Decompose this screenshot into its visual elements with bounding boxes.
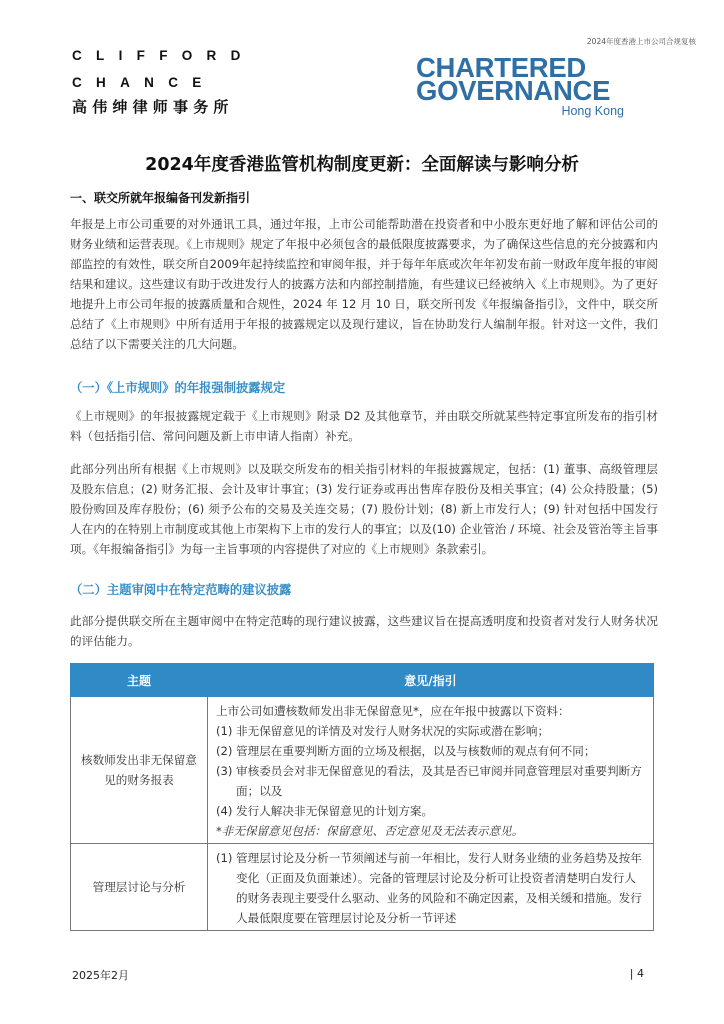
- footer-date: 2025年2月: [72, 969, 129, 982]
- list-item-text: 审核委员会对非无保留意见的看法，及其是否已审阅并同意管理层对重要判断方面；以及: [236, 764, 642, 798]
- list-item-text: 管理层在重要判断方面的立场及根据，以及与核数师的观点有何不同；: [236, 744, 596, 758]
- paragraph-3: 此部分列出所有根据《上市规则》以及联交所发布的相关指引材料的年报披露规定，包括：(1) 董事、高级管理层及股东信息；(2) 财务汇报、会计及审计事宜；(3) 发行证券或再出售库存股份及相关事宜；(4) 公众持股量；(5) 股份购回及库存股份；(6) 须予公布的交易及关连交易；(7) 股份计划；(8) 新上市发行人；(9) 针对包括中国发行人在内的在特别上市制度或其他上市架构下上市的发行人的事宜；以及(10) 企业管治 / 环境、社会及管治等主旨事项。《年报编备指引》为每一主旨事项的内容提供了对应的《上市规则》条款索引。: [70, 462, 658, 556]
- logo-cg-line3: Hong Kong: [561, 104, 624, 118]
- list-item-text: 非无保留意见的详情及对发行人财务状况的实际或潜在影响；: [236, 724, 550, 738]
- list-item-number: (4): [216, 804, 233, 818]
- clifford-chance-logo: [72, 42, 255, 118]
- list-item: [216, 801, 645, 821]
- running-header: 2024年度香港上市公司合规复核: [586, 37, 696, 46]
- table-header-topic: 主题: [71, 664, 208, 697]
- table-cell-guidance: [208, 844, 654, 931]
- subsection1-heading: （一）《上市规则》的年报强制披露规定: [70, 381, 286, 395]
- list-item: [216, 741, 645, 761]
- list-item: [216, 848, 645, 928]
- table-row: [71, 697, 654, 844]
- subsection2-heading: （二）主题审阅中在特定范畴的建议披露: [70, 583, 292, 597]
- paragraph-2: 《上市规则》的年报披露规定载于《上市规则》附录 D2 及其他章节，并由联交所就某些特定事宜所发布的指引材料（包括指引信、常问问题及新上市申请人指南）补充。: [70, 409, 658, 443]
- table-cell-topic: 管理层讨论与分析: [71, 844, 208, 931]
- table-cell-guidance: [208, 697, 654, 844]
- list-item-number: (1): [216, 724, 233, 738]
- page-title: 2024年度香港监管机构制度更新：全面解读与影响分析: [145, 155, 579, 175]
- chartered-governance-logo: [416, 52, 648, 118]
- logo-cg-line2: GOVERNANCE: [416, 75, 611, 106]
- table-row: [71, 844, 654, 931]
- paragraph-1: 年报是上市公司重要的对外通讯工具，通过年报，上市公司能帮助潜在投资者和中小股东更好地了解和评估公司的财务业绩和运营表现。《上市规则》规定了年报中必须包含的最低限度披露要求，为了确保这些信息的充分披露和内部监控的有效性，联交所自2009年起持续监控和审阅年报，并于每年年底或次年年初发布前一财政年度年报的审阅结果和建议。这些建议有助于改进发行人的披露方法和内部控制措施，有些建议已经被纳入《上市规则》。为了更好地提升上市公司年报的披露质量和合规性，2024 年 12 月 10 日，联交所刊发《年报编备指引》，文件中，联交所总结了《上市规则》中所有适用于年报的披露规定以及现行建议，旨在协助发行人编制年报。针对这一文件，我们总结了以下需要关注的几大问题。: [70, 217, 658, 351]
- guidance-intro: 上市公司如遭核数师发出非无保留意见*，应在年报中披露以下资料：: [216, 704, 570, 718]
- disclosure-table: [70, 663, 654, 931]
- footnote: *非无保留意见包括：保留意见、否定意见及无法表示意见。: [216, 824, 524, 838]
- table-cell-topic: 核数师发出非无保留意见的财务报表: [71, 697, 208, 844]
- list-item-number: (1): [216, 851, 233, 865]
- logo-cc-chinese: 高伟绅律师事务所: [72, 98, 234, 116]
- list-item: [216, 721, 645, 741]
- list-item: [216, 761, 645, 801]
- page-number: | 4: [629, 967, 644, 980]
- list-item-text: 发行人解决非无保留意见的计划方案。: [236, 804, 434, 818]
- logo-cg-line1: CHARTERED: [416, 52, 586, 83]
- table-header-row: [71, 664, 654, 697]
- list-item-text: 管理层讨论及分析一节须阐述与前一年相比，发行人财务业绩的业务趋势及按年变化（正面及负面兼述）。完备的管理层讨论及分析可让投资者清楚明白发行人的财务表现主要受什么驱动、业务的风险和不确定因素，及相关缓和措施。发行人最低限度要在管理层讨论及分析一节评述: [236, 851, 642, 925]
- logo-cc-line2: CHANCE: [72, 75, 216, 90]
- logo-cc-line1: CLIFFORD: [72, 48, 255, 63]
- list-item-number: (2): [216, 744, 233, 758]
- table-header-guidance: 意见/指引: [208, 664, 654, 697]
- list-item-number: (3): [216, 764, 233, 778]
- section1-heading: 一、联交所就年报编备刊发新指引: [70, 191, 251, 205]
- paragraph-4: 此部分提供联交所在主题审阅中在特定范畴的现行建议披露，这些建议旨在提高透明度和投资者对发行人财务状况的评估能力。: [70, 614, 658, 648]
